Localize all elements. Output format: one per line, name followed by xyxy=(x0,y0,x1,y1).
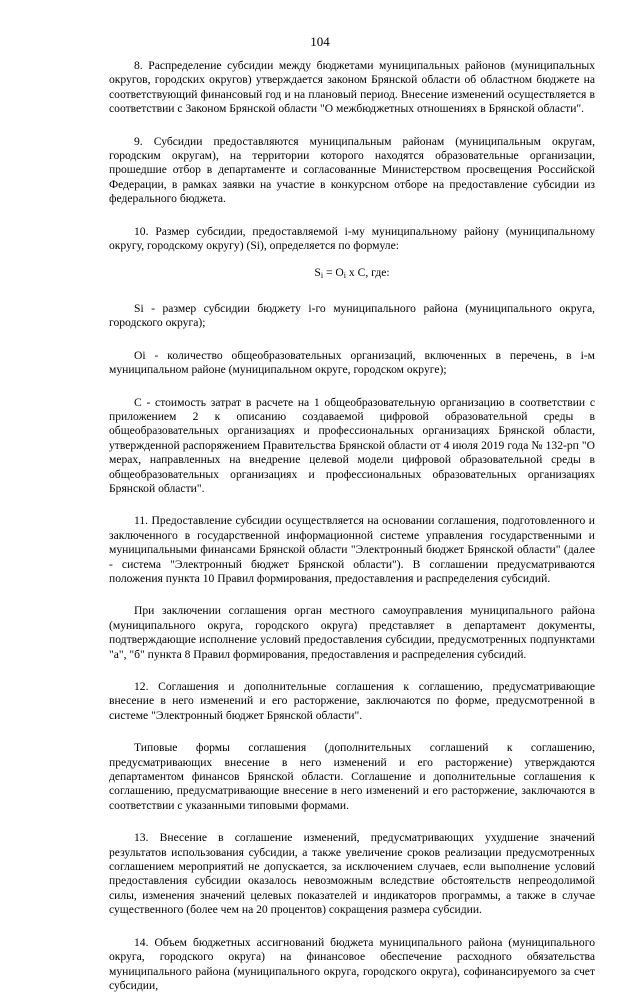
paragraph-11: 11. Предоставление субсидии осуществляется на основании соглашения, подготовленного и заключенного в государственной информационной системе управления государственными и муниципальными финансами Брянской области "Электронный бюджет Брянской области" (далее - система "Электронный бюджет Брянской области"). В соглашении предусматриваются положения пункта 10 Правил формирования, предоставления и распределения субсидий. xyxy=(109,514,595,585)
formula-rest: x C, где: xyxy=(346,266,390,280)
definition-oi: Oi - количество общеобразовательных организаций, включенных в перечень, в i-м муниципальном районе (муниципальном округе, городском округе); xyxy=(109,348,595,377)
paragraph-12-cont: Типовые формы соглашения (дополнительных соглашений к соглашению, предусматривающих внесение в него изменений и его расторжение) утверждаются департаментом финансов Брянской области. Соглашение и дополнительные соглашения к соглашению, предусматривающие внесение в него изменений и его расторжение, заключаются в соответствии с указанными типовыми формами. xyxy=(109,741,595,812)
paragraph-10: 10. Размер субсидии, предоставляемой i-му муниципальному району (муниципальному округу, городскому округу) (Si), определяется по формуле: xyxy=(109,224,595,253)
paragraph-12: 12. Соглашения и дополнительные соглашения к соглашению, предусматривающие внесение в него изменений и его расторжение, заключаются по форме, предусмотренной в системе "Электронный бюджет Брянской области". xyxy=(109,680,595,722)
formula-o-sub: i xyxy=(343,271,347,281)
paragraph-13: 13. Внесение в соглашение изменений, предусматривающих ухудшение значений результатов использования субсидии, а также увеличение сроков реализации предусмотренных соглашением мероприятий не допускается, за исключением случаев, если выполнение условий предоставления субсидии оказалось невозможным вследствие обстоятельств непреодолимой силы, изменения значений целевых показателей и индикаторов программы, а также в случае существенного (более чем на 20 процентов) сокращения размера субсидии. xyxy=(109,831,595,917)
definition-si: Si - размер субсидии бюджету i-го муниципального района (муниципального округа, городского округа); xyxy=(109,301,595,330)
paragraph-8: 8. Распределение субсидии между бюджетами муниципальных районов (муниципальных округов, городских округов) утверждается законом Брянской области об областном бюджете на соответствующий финансовый год и на плановый период. Внесение изменений осуществляется в соответствии с Законом Брянской области "О межбюджетных отношениях в Брянской области". xyxy=(109,59,595,116)
formula-lhs-sub: i xyxy=(320,271,324,281)
formula-eq: = O xyxy=(323,266,344,280)
paragraph-11-cont: При заключении соглашения орган местного самоуправления муниципального района (муниципального округа, городского округа) представляет в департамент документы, подтверждающие исполнение условий предоставления субсидии, предусмотренных подпунктами "а", "б" пункта 8 Правил формирования, предоставления и распределения субсидий. xyxy=(109,604,595,661)
formula xyxy=(109,266,595,283)
page-number: 104 xyxy=(310,34,330,49)
paragraph-9: 9. Субсидии предоставляются муниципальным районам (муниципальным округам, городским округам), на территории которого находятся образовательные организации, прошедшие отбор в департаменте и согласованные Министерством просвещения Российской Федерации, в рамках заявки на участие в конкурсном отборе на предоставление субсидии из федерального бюджета. xyxy=(109,134,595,206)
paragraph-14: 14. Объем бюджетных ассигнований бюджета муниципального района (муниципального округа, городского округа) на финансовое обеспечение расходного обязательства муниципального района (муниципального округа, городского округа), софинансируемого за счет субсидии, xyxy=(109,935,595,992)
definition-c: С - стоимость затрат в расчете на 1 общеобразовательную организацию в соответствии с приложением 2 к описанию создаваемой цифровой образовательной среды в общеобразовательных организациях и профессиональных организациях Брянской области, утвержденной распоряжением Правительства Брянской области от 4 июля 2019 года № 132-рп "О мерах, направленных на внедрение целевой модели цифровой образовательной среды в общеобразовательных организациях и профессиональных образовательных организациях Брянской области". xyxy=(109,395,595,495)
formula-lhs: S xyxy=(314,266,321,280)
document-body xyxy=(109,59,595,993)
